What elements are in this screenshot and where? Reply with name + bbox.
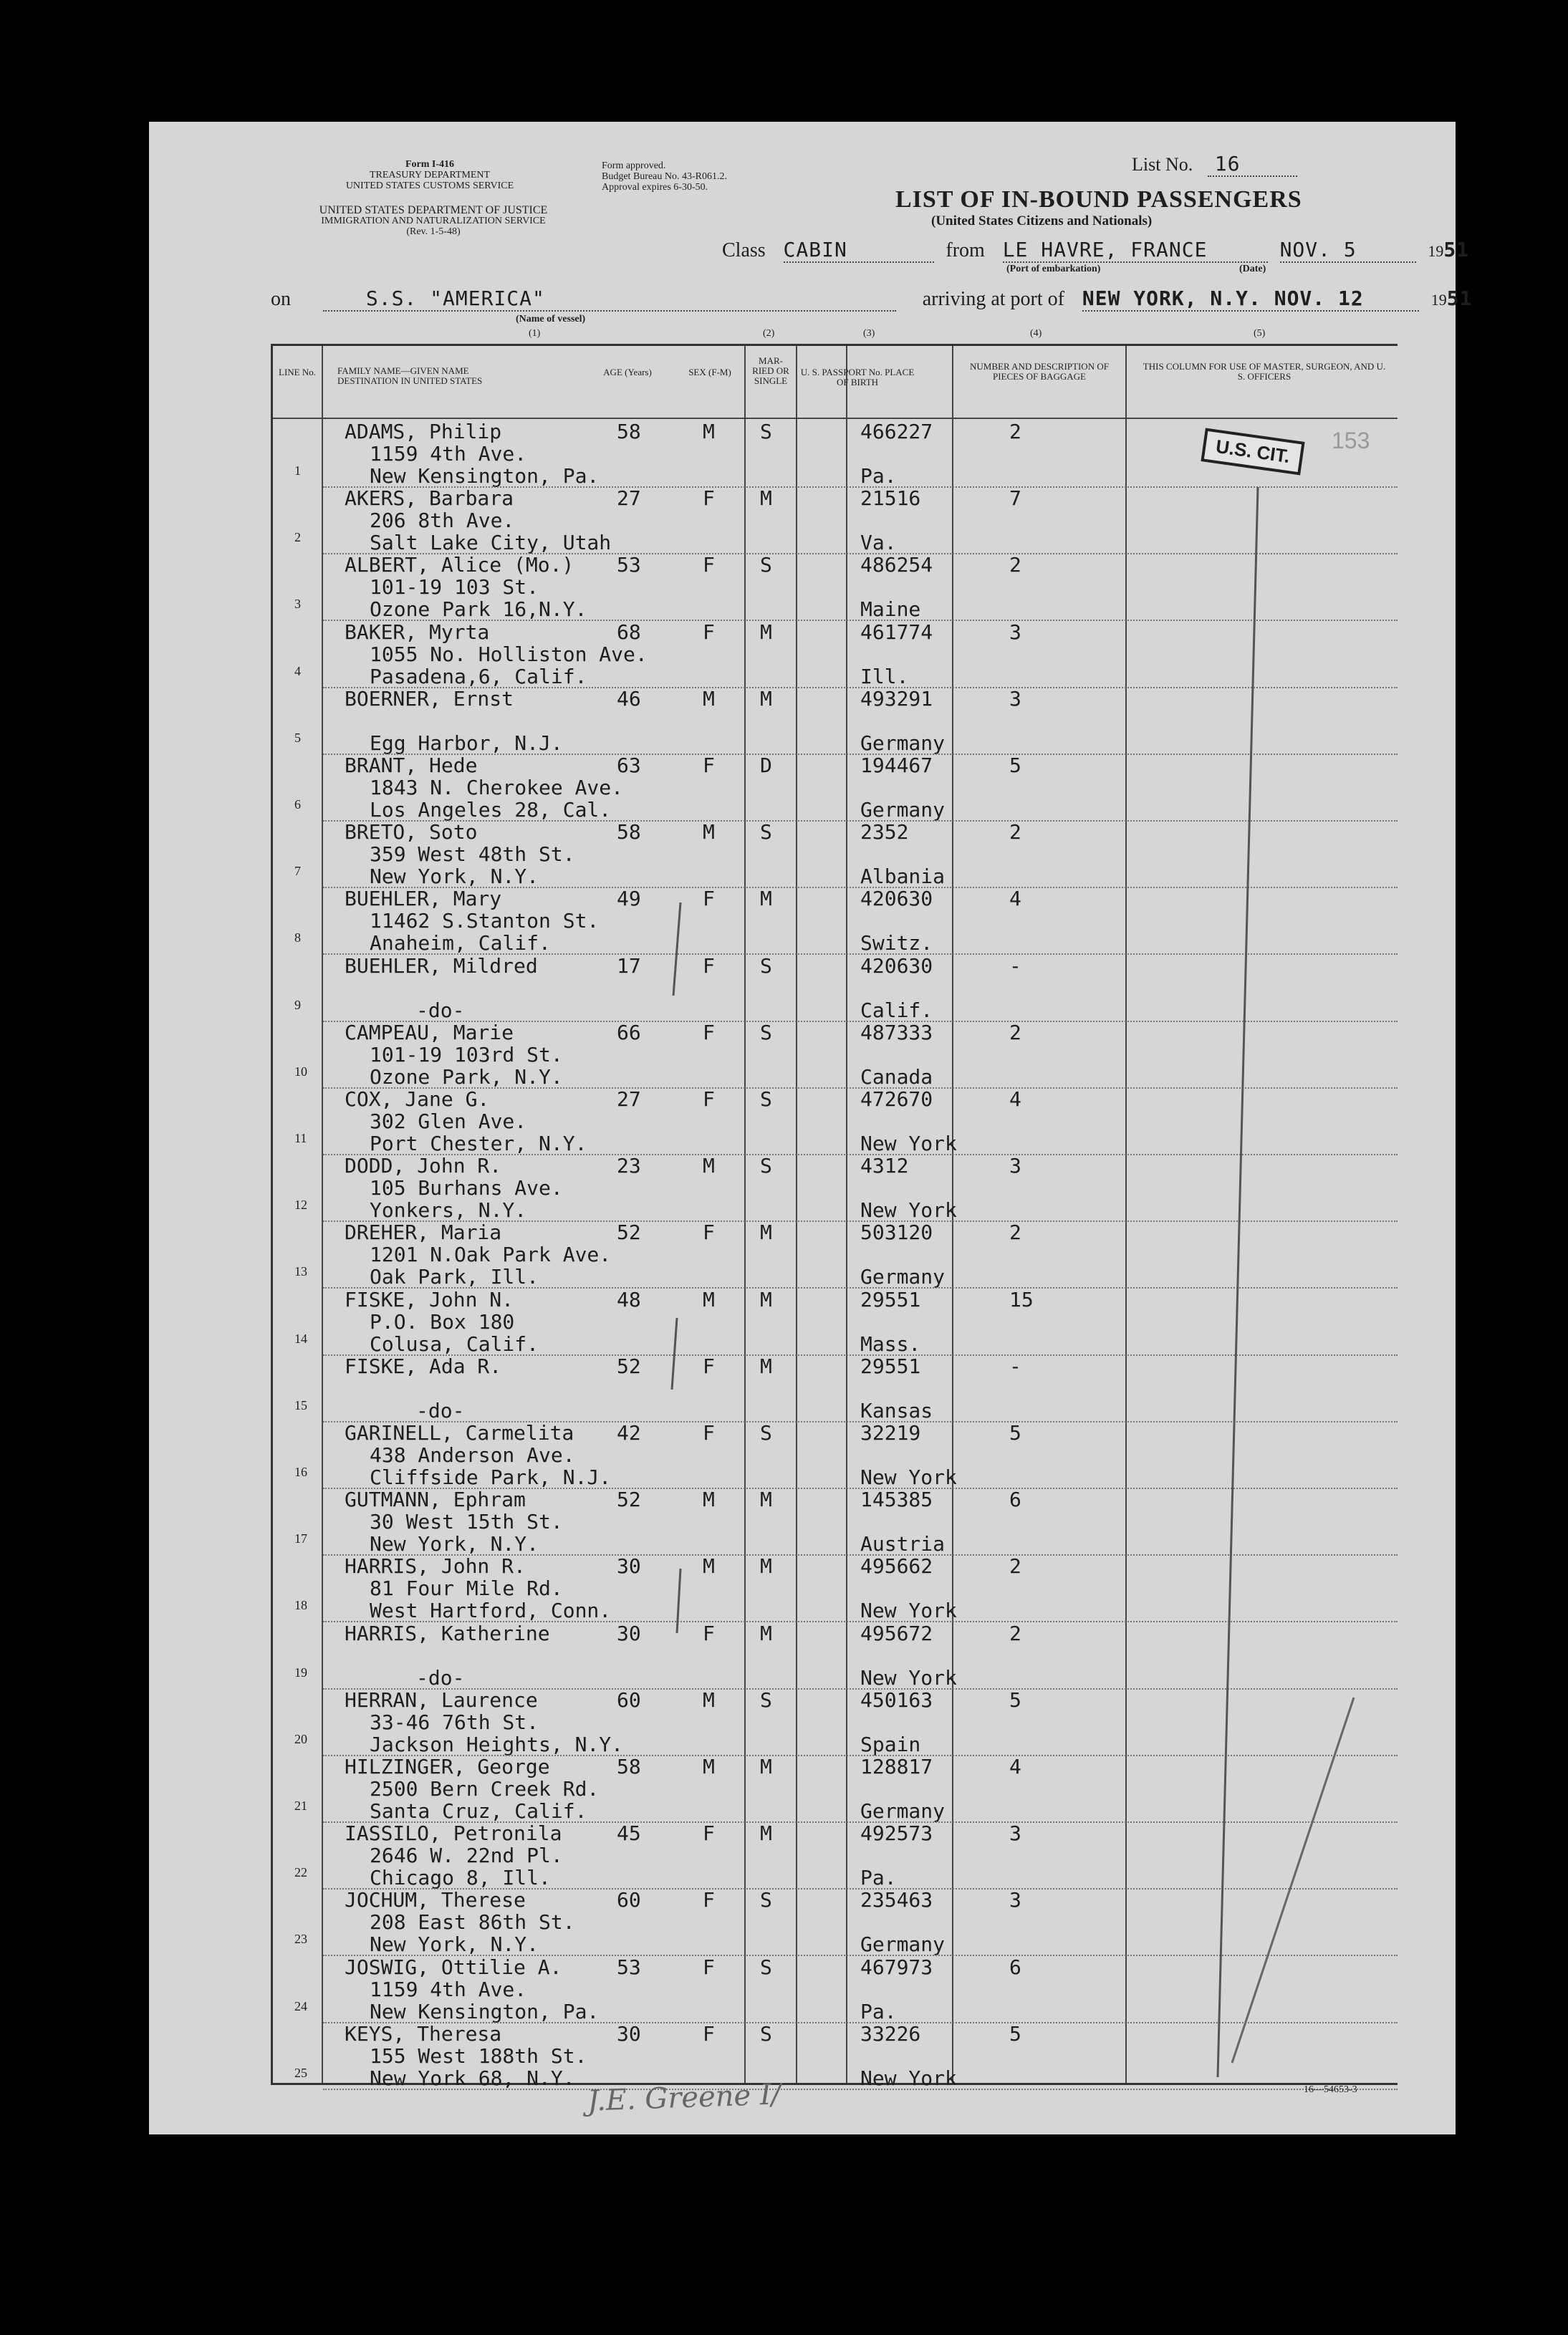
line-number: 9 bbox=[294, 997, 301, 1012]
header-sex: SEX (F-M) bbox=[688, 367, 731, 377]
line-number: 10 bbox=[294, 1064, 307, 1079]
address-street: 1159 4th Ave. bbox=[370, 1977, 527, 2001]
marital-status: S bbox=[760, 420, 772, 443]
col-num-3: (3) bbox=[863, 328, 875, 339]
marital-status: M bbox=[760, 1621, 772, 1645]
line-number: 2 bbox=[294, 530, 301, 545]
address-city: -do- bbox=[416, 1398, 465, 1422]
line-number: 14 bbox=[294, 1331, 307, 1346]
address-city: Los Angeles 28, Cal. bbox=[370, 798, 612, 822]
place-of-birth: Canada bbox=[860, 1064, 933, 1089]
passport-number: 4312 bbox=[860, 1154, 909, 1178]
line-number: 12 bbox=[294, 1198, 307, 1213]
place-of-birth: New York bbox=[860, 2066, 957, 2090]
pencil-number: 153 bbox=[1332, 428, 1370, 453]
place-of-birth: Germany bbox=[860, 1265, 946, 1289]
baggage-count: 6 bbox=[1009, 1488, 1021, 1512]
place-of-birth: New York bbox=[860, 1665, 957, 1690]
address-street: 155 West 188th St. bbox=[370, 2043, 587, 2068]
baggage-count: 3 bbox=[1009, 1888, 1021, 1912]
baggage-count: 2 bbox=[1009, 1221, 1021, 1245]
baggage-count: - bbox=[1009, 953, 1021, 978]
marital-status: M bbox=[760, 620, 772, 644]
passport-number: 486254 bbox=[860, 553, 933, 577]
place-of-birth: New York bbox=[860, 1132, 957, 1155]
age: 58 bbox=[617, 820, 641, 844]
marital-status: S bbox=[760, 1888, 772, 1912]
address-street: 33-46 76th St. bbox=[370, 1710, 539, 1734]
place-of-birth: Pa. bbox=[860, 1866, 897, 1890]
baggage-count: 15 bbox=[1009, 1287, 1034, 1311]
address-city: Oak Park, Ill. bbox=[370, 1265, 539, 1289]
line-number: 7 bbox=[294, 864, 301, 879]
address-city: Salt Lake City, Utah bbox=[370, 531, 612, 555]
baggage-count: 6 bbox=[1009, 1955, 1021, 1979]
age: 60 bbox=[617, 1888, 641, 1912]
passenger-name: HILZINGER, George bbox=[345, 1755, 550, 1778]
baggage-count: 7 bbox=[1009, 486, 1021, 511]
line-number: 17 bbox=[294, 1531, 307, 1546]
passport-number: 450163 bbox=[860, 1688, 933, 1712]
address-city: Egg Harbor, N.J. bbox=[370, 731, 563, 755]
sex: F bbox=[703, 1888, 715, 1912]
baggage-count: 2 bbox=[1009, 420, 1021, 443]
marital-status: S bbox=[760, 1688, 772, 1712]
marital-status: M bbox=[760, 1287, 772, 1311]
footer-code: 16—54653-3 bbox=[1304, 2084, 1357, 2095]
passenger-name: HARRIS, Katherine bbox=[345, 1621, 550, 1645]
sex: M bbox=[703, 1287, 715, 1311]
address-city: New Kensington, Pa. bbox=[370, 1999, 600, 2023]
age: 30 bbox=[617, 1554, 641, 1579]
address-city: Chicago 8, Ill. bbox=[370, 1866, 551, 1890]
baggage-count: 5 bbox=[1009, 1421, 1021, 1445]
baggage-count: 2 bbox=[1009, 553, 1021, 577]
arrival-port: NEW YORK, N.Y. NOV. 12 bbox=[1082, 287, 1419, 312]
address-city: Ozone Park 16,N.Y. bbox=[370, 597, 587, 622]
age: 58 bbox=[617, 1755, 641, 1778]
signature: J.E. Greene I/ bbox=[587, 2078, 781, 2118]
vessel-name: S.S. "AMERICA" bbox=[323, 287, 896, 312]
passport-number: 420630 bbox=[860, 953, 933, 978]
date-caption: (Date) bbox=[1239, 264, 1266, 274]
address-street: 302 Glen Ave. bbox=[370, 1109, 527, 1133]
col-num-5: (5) bbox=[1254, 328, 1266, 339]
age: 48 bbox=[617, 1287, 641, 1311]
passenger-name: ADAMS, Philip bbox=[345, 420, 502, 443]
from-label: from bbox=[946, 239, 985, 261]
age: 30 bbox=[617, 1621, 641, 1645]
header-married: MAR- RIED OR SINGLE bbox=[752, 355, 789, 386]
sex: F bbox=[703, 1020, 715, 1044]
passenger-name: IASSILO, Petronila bbox=[345, 1821, 562, 1846]
sex: M bbox=[703, 1488, 715, 1512]
passport-number: 21516 bbox=[860, 486, 921, 511]
address-city: Ozone Park, N.Y. bbox=[370, 1064, 563, 1089]
address-city: Anaheim, Calif. bbox=[370, 931, 551, 955]
sex: M bbox=[703, 686, 715, 711]
passport-number: 29551 bbox=[860, 1354, 921, 1378]
header-officers: THIS COLUMN FOR USE OF MASTER, SURGEON, AND U. S. OFFICERS bbox=[1143, 361, 1386, 382]
baggage-count: 2 bbox=[1009, 820, 1021, 844]
age: 49 bbox=[617, 887, 641, 911]
approval-line: Budget Bureau No. 43-R061.2. bbox=[602, 171, 727, 182]
address-city: New York, N.Y. bbox=[370, 865, 539, 889]
place-of-birth: Austria bbox=[860, 1532, 946, 1556]
age: 68 bbox=[617, 620, 641, 644]
age: 53 bbox=[617, 1955, 641, 1979]
header-name: FAMILY NAME—GIVEN NAME DESTINATION IN UNITED STATES bbox=[337, 365, 483, 386]
age: 23 bbox=[617, 1154, 641, 1178]
date-value: NOV. 5 bbox=[1280, 238, 1416, 263]
address-city: Santa Cruz, Calif. bbox=[370, 1799, 587, 1823]
passenger-name: COX, Jane G. bbox=[345, 1087, 490, 1111]
passenger-name: AKERS, Barbara bbox=[345, 486, 514, 511]
class-value: CABIN bbox=[784, 238, 934, 263]
address-street: 101-19 103 St. bbox=[370, 575, 539, 600]
sex: F bbox=[703, 1421, 715, 1445]
marital-status: S bbox=[760, 953, 772, 978]
place-of-birth: Mass. bbox=[860, 1332, 921, 1356]
passenger-name: KEYS, Theresa bbox=[345, 2021, 502, 2046]
marital-status: M bbox=[760, 1354, 772, 1378]
place-of-birth: New York bbox=[860, 1599, 957, 1623]
line-number: 8 bbox=[294, 930, 301, 945]
baggage-count: 2 bbox=[1009, 1554, 1021, 1579]
marital-status: D bbox=[760, 754, 772, 777]
marital-status: S bbox=[760, 2021, 772, 2046]
us-citizen-stamp: U.S. CIT. bbox=[1201, 428, 1304, 475]
address-street: 359 West 48th St. bbox=[370, 842, 575, 867]
age: 52 bbox=[617, 1354, 641, 1378]
age: 60 bbox=[617, 1688, 641, 1712]
year-prefix: 19 bbox=[1428, 242, 1444, 260]
passport-number: 461774 bbox=[860, 620, 933, 644]
address-street: 208 East 86th St. bbox=[370, 1910, 575, 1935]
line-number: 4 bbox=[294, 663, 301, 678]
age: 45 bbox=[617, 1821, 641, 1846]
marital-status: S bbox=[760, 1154, 772, 1178]
age: 58 bbox=[617, 420, 641, 443]
year-value: 51 bbox=[1443, 238, 1470, 261]
address-street: 1159 4th Ave. bbox=[370, 442, 527, 466]
passport-number: 495662 bbox=[860, 1554, 933, 1579]
passenger-name: JOCHUM, Therese bbox=[345, 1888, 526, 1912]
address-street: 105 Burhans Ave. bbox=[370, 1176, 563, 1200]
sex: F bbox=[703, 1354, 715, 1378]
line-number: 25 bbox=[294, 2065, 307, 2080]
sex: F bbox=[703, 1221, 715, 1245]
age: 27 bbox=[617, 1087, 641, 1111]
revision: (Rev. 1-5-48) bbox=[406, 226, 461, 237]
col-num-1: (1) bbox=[529, 328, 541, 339]
age: 66 bbox=[617, 1020, 641, 1044]
address-city: Colusa, Calif. bbox=[370, 1332, 539, 1356]
address-city: Cliffside Park, N.J. bbox=[370, 1465, 612, 1489]
passport-number: 472670 bbox=[860, 1087, 933, 1111]
place-of-birth: Pa. bbox=[860, 464, 897, 488]
on-label: on bbox=[271, 288, 291, 310]
address-street: 1843 N. Cherokee Ave. bbox=[370, 776, 624, 799]
marital-status: S bbox=[760, 1421, 772, 1445]
passport-number: 467973 bbox=[860, 1955, 933, 1979]
sex: M bbox=[703, 1688, 715, 1712]
place-of-birth: Spain bbox=[860, 1732, 921, 1756]
passport-number: 235463 bbox=[860, 1888, 933, 1912]
baggage-count: 2 bbox=[1009, 1621, 1021, 1645]
passenger-name: HARRIS, John R. bbox=[345, 1554, 526, 1579]
arriving-label: arriving at port of bbox=[922, 288, 1064, 310]
marital-status: S bbox=[760, 1087, 772, 1111]
place-of-birth: Albania bbox=[860, 865, 946, 889]
address-street: 11462 S.Stanton St. bbox=[370, 909, 600, 933]
marital-status: M bbox=[760, 887, 772, 911]
page-title: LIST OF IN-BOUND PASSENGERS bbox=[895, 186, 1302, 213]
address-city: New York, N.Y. bbox=[370, 1532, 539, 1556]
place-of-birth: Calif. bbox=[860, 998, 933, 1022]
line-number: 18 bbox=[294, 1598, 307, 1613]
sex: F bbox=[703, 1087, 715, 1111]
form-number: Form I-416 bbox=[405, 159, 455, 170]
col-num-2: (2) bbox=[763, 328, 775, 339]
line-number: 20 bbox=[294, 1731, 307, 1746]
passenger-name: BUEHLER, Mildred bbox=[345, 953, 538, 978]
passport-number: 29551 bbox=[860, 1287, 921, 1311]
address-street: 101-19 103rd St. bbox=[370, 1042, 563, 1067]
address-city: Port Chester, N.Y. bbox=[370, 1132, 587, 1155]
passport-number: 492573 bbox=[860, 1821, 933, 1846]
marital-status: M bbox=[760, 1755, 772, 1778]
baggage-count: 3 bbox=[1009, 686, 1021, 711]
age: 42 bbox=[617, 1421, 641, 1445]
passenger-name: DODD, John R. bbox=[345, 1154, 502, 1178]
place-of-birth: Ill. bbox=[860, 664, 909, 688]
address-street: 2646 W. 22nd Pl. bbox=[370, 1844, 563, 1868]
line-number: 19 bbox=[294, 1665, 307, 1680]
col-num-4: (4) bbox=[1030, 328, 1042, 339]
passport-number: 194467 bbox=[860, 754, 933, 777]
sex: M bbox=[703, 1554, 715, 1579]
address-city: Yonkers, N.Y. bbox=[370, 1198, 527, 1223]
justice-dept: UNITED STATES DEPARTMENT OF JUSTICE bbox=[319, 204, 548, 216]
marital-status: M bbox=[760, 686, 772, 711]
place-of-birth: Germany bbox=[860, 731, 946, 755]
passenger-name: GUTMANN, Ephram bbox=[345, 1488, 526, 1512]
marital-status: M bbox=[760, 1821, 772, 1846]
marital-status: S bbox=[760, 553, 772, 577]
passenger-name: BUEHLER, Mary bbox=[345, 887, 502, 911]
sex: F bbox=[703, 2021, 715, 2046]
age: 46 bbox=[617, 686, 641, 711]
line-number: 21 bbox=[294, 1799, 307, 1813]
address-city: New Kensington, Pa. bbox=[370, 464, 600, 488]
address-city: New York 68, N.Y. bbox=[370, 2066, 575, 2090]
passenger-name: HERRAN, Laurence bbox=[345, 1688, 538, 1712]
age: 30 bbox=[617, 2021, 641, 2046]
passport-number: 2352 bbox=[860, 820, 909, 844]
baggage-count: 5 bbox=[1009, 1688, 1021, 1712]
place-of-birth: New York bbox=[860, 1198, 957, 1223]
address-city: West Hartford, Conn. bbox=[370, 1599, 612, 1623]
marital-status: M bbox=[760, 1488, 772, 1512]
baggage-count: 2 bbox=[1009, 1020, 1021, 1044]
place-of-birth: Germany bbox=[860, 1932, 946, 1957]
baggage-count: 3 bbox=[1009, 1154, 1021, 1178]
line-number: 3 bbox=[294, 597, 301, 612]
line-number: 22 bbox=[294, 1865, 307, 1880]
sex: F bbox=[703, 1821, 715, 1846]
passenger-name: BOERNER, Ernst bbox=[345, 686, 514, 711]
passport-number: 503120 bbox=[860, 1221, 933, 1245]
customs-service: UNITED STATES CUSTOMS SERVICE bbox=[345, 180, 514, 191]
place-of-birth: Germany bbox=[860, 1799, 946, 1823]
passenger-name: GARINELL, Carmelita bbox=[345, 1421, 574, 1445]
address-street: P.O. Box 180 bbox=[370, 1309, 515, 1334]
header-age: AGE (Years) bbox=[603, 367, 652, 377]
baggage-count: - bbox=[1009, 1354, 1021, 1378]
pencil-mark bbox=[672, 1318, 677, 1390]
place-of-birth: Kansas bbox=[860, 1398, 933, 1422]
passenger-name: DREHER, Maria bbox=[345, 1221, 502, 1245]
passport-number: 466227 bbox=[860, 420, 933, 443]
line-number: 16 bbox=[294, 1465, 307, 1479]
approval-line: Form approved. bbox=[602, 160, 666, 171]
page-subtitle: (United States Citizens and Nationals) bbox=[931, 213, 1153, 228]
class-label: Class bbox=[722, 239, 766, 261]
arrival-year: 51 bbox=[1446, 287, 1473, 310]
ins-service: IMMIGRATION AND NATURALIZATION SERVICE bbox=[321, 216, 546, 226]
passenger-name: JOSWIG, Ottilie A. bbox=[345, 1955, 562, 1979]
arrival-year-prefix: 19 bbox=[1430, 291, 1447, 309]
sex: F bbox=[703, 953, 715, 978]
approval-line: Approval expires 6-30-50. bbox=[602, 182, 708, 193]
header-line-no: LINE No. bbox=[279, 367, 316, 377]
line-number: 6 bbox=[294, 797, 301, 812]
passport-number: 32219 bbox=[860, 1421, 921, 1445]
baggage-count: 3 bbox=[1009, 1821, 1021, 1846]
line-number: 15 bbox=[294, 1397, 307, 1412]
marital-status: S bbox=[760, 1955, 772, 1979]
sex: M bbox=[703, 1755, 715, 1778]
age: 17 bbox=[617, 953, 641, 978]
marital-status: M bbox=[760, 1554, 772, 1579]
address-city: Jackson Heights, N.Y. bbox=[370, 1732, 624, 1756]
passport-number: 493291 bbox=[860, 686, 933, 711]
place-of-birth: Switz. bbox=[860, 931, 933, 955]
address-street: 438 Anderson Ave. bbox=[370, 1443, 575, 1467]
line-number: 13 bbox=[294, 1264, 307, 1279]
line-number: 1 bbox=[294, 463, 301, 478]
passport-number: 145385 bbox=[860, 1488, 933, 1512]
vessel-caption: (Name of vessel) bbox=[516, 314, 586, 324]
address-street: 206 8th Ave. bbox=[370, 509, 515, 533]
sex: M bbox=[703, 820, 715, 844]
sex: M bbox=[703, 1154, 715, 1178]
passport-number: 495672 bbox=[860, 1621, 933, 1645]
line-number: 5 bbox=[294, 730, 301, 745]
address-street: 81 Four Mile Rd. bbox=[370, 1576, 563, 1601]
marital-status: S bbox=[760, 1020, 772, 1044]
sex: F bbox=[703, 486, 715, 511]
passenger-name: FISKE, Ada R. bbox=[345, 1354, 502, 1378]
baggage-count: 5 bbox=[1009, 754, 1021, 777]
address-city: Pasadena,6, Calif. bbox=[370, 664, 587, 688]
baggage-count: 4 bbox=[1009, 887, 1021, 911]
place-of-birth: New York bbox=[860, 1465, 957, 1489]
age: 52 bbox=[617, 1221, 641, 1245]
baggage-count: 5 bbox=[1009, 2021, 1021, 2046]
age: 63 bbox=[617, 754, 641, 777]
passenger-name: CAMPEAU, Marie bbox=[345, 1020, 514, 1044]
passenger-name: ALBERT, Alice (Mo.) bbox=[345, 553, 574, 577]
baggage-count: 4 bbox=[1009, 1087, 1021, 1111]
age: 27 bbox=[617, 486, 641, 511]
sex: F bbox=[703, 1621, 715, 1645]
passport-number: 420630 bbox=[860, 887, 933, 911]
line-number: 11 bbox=[294, 1131, 307, 1145]
sex: F bbox=[703, 553, 715, 577]
address-city: -do- bbox=[416, 998, 465, 1022]
pencil-check-line bbox=[1232, 1698, 1354, 2063]
line-number: 23 bbox=[294, 1932, 307, 1947]
address-city: -do- bbox=[416, 1665, 465, 1690]
port-caption: (Port of embarkation) bbox=[1006, 264, 1101, 274]
sex: F bbox=[703, 1955, 715, 1979]
sex: F bbox=[703, 620, 715, 644]
passenger-name: BRANT, Hede bbox=[345, 754, 478, 777]
passenger-name: FISKE, John N. bbox=[345, 1287, 514, 1311]
passenger-name: BRETO, Soto bbox=[345, 820, 478, 844]
list-value: 16 bbox=[1208, 152, 1298, 177]
address-street: 2500 Bern Creek Rd. bbox=[370, 1777, 600, 1801]
header-passport: U. S. PASSPORT No. PLACE OF BIRTH bbox=[800, 367, 915, 387]
age: 52 bbox=[617, 1488, 641, 1512]
place-of-birth: Germany bbox=[860, 798, 946, 822]
marital-status: M bbox=[760, 486, 772, 511]
pencil-mark bbox=[673, 902, 680, 996]
sex: M bbox=[703, 420, 715, 443]
address-street: 1055 No. Holliston Ave. bbox=[370, 642, 648, 666]
place-of-birth: Va. bbox=[860, 531, 897, 555]
passenger-name: BAKER, Myrta bbox=[345, 620, 490, 644]
sex: F bbox=[703, 754, 715, 777]
baggage-count: 4 bbox=[1009, 1755, 1021, 1778]
passport-number: 33226 bbox=[860, 2021, 921, 2046]
passport-number: 128817 bbox=[860, 1755, 933, 1778]
marital-status: S bbox=[760, 820, 772, 844]
marital-status: M bbox=[760, 1221, 772, 1245]
passport-number: 487333 bbox=[860, 1020, 933, 1044]
baggage-count: 3 bbox=[1009, 620, 1021, 644]
treasury-dept: TREASURY DEPARTMENT bbox=[369, 170, 491, 180]
place-of-birth: Maine bbox=[860, 597, 921, 622]
age: 53 bbox=[617, 553, 641, 577]
pencil-check-line bbox=[1218, 487, 1258, 2077]
sex: F bbox=[703, 887, 715, 911]
header-baggage: NUMBER AND DESCRIPTION OF PIECES OF BAGGAGE bbox=[970, 361, 1109, 382]
address-city: New York, N.Y. bbox=[370, 1932, 539, 1957]
place-of-birth: Pa. bbox=[860, 1999, 897, 2023]
pencil-mark bbox=[677, 1569, 680, 1633]
address-street: 30 West 15th St. bbox=[370, 1510, 563, 1534]
from-value: LE HAVRE, FRANCE bbox=[1003, 238, 1268, 263]
address-street: 1201 N.Oak Park Ave. bbox=[370, 1243, 612, 1267]
line-number: 24 bbox=[294, 1998, 307, 2013]
list-label: List No. bbox=[1132, 154, 1193, 175]
